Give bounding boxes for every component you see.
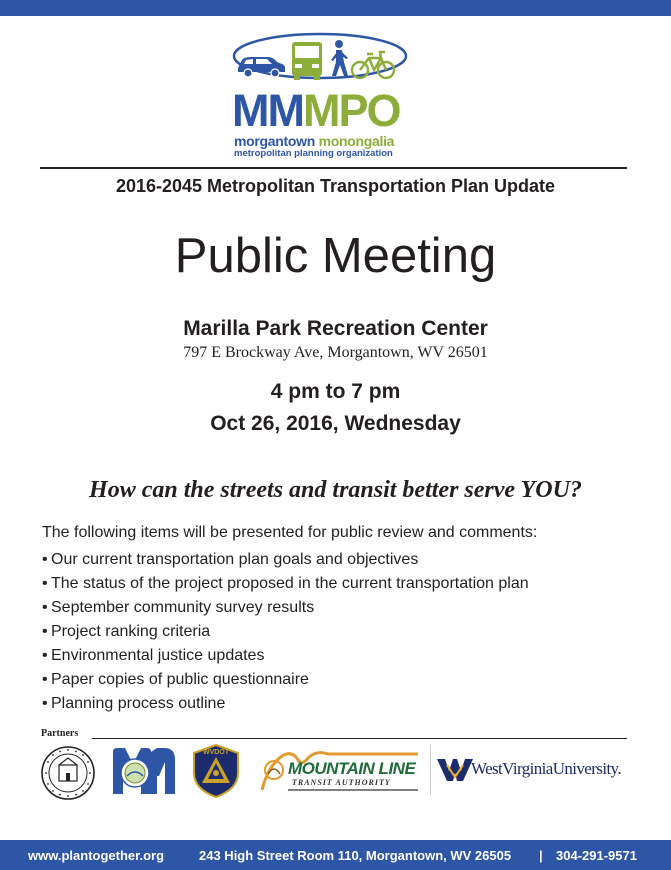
footer-website-link[interactable]: www.plantogether.org [28,848,165,863]
meeting-time: 4 pm to 7 pm [270,380,401,403]
transport-modes-icon [228,28,418,88]
wvu-flying-wv-icon [435,755,475,785]
meeting-date: Oct 26, 2016, Wednesday [210,412,461,435]
wvu-logo [430,745,628,795]
mmmpo-logo [228,28,418,160]
logo-tagline-primary: morgantown monongalia [234,133,395,149]
car-icon [238,57,285,77]
pedestrian-icon [331,40,348,76]
wvu-name: WestVirginiaUniversity. [471,759,622,778]
bus-icon [292,42,322,80]
header-divider [40,167,627,169]
morgantown-city-logo-icon [111,746,177,796]
logo-tagline-secondary: metropolitan planning organization [234,148,393,159]
list-item: • Paper copies of public questionnaire [42,671,309,688]
monongalia-county-seal-icon [40,745,96,801]
logo-wordmark: MMMPO [232,85,400,136]
list-item: • Environmental justice updates [42,647,265,664]
venue-address: 797 E Brockway Ave, Morgantown, WV 26501 [183,344,488,361]
wvdot-seal-icon [190,743,242,799]
partners-divider [92,738,627,739]
meeting-title: Public Meeting [174,229,497,283]
top-color-bar [0,0,671,16]
list-item: • September community survey results [42,599,315,616]
list-item: • Our current transportation plan goals and objectives [42,551,419,568]
mountain-line-name: MOUNTAIN LINE [288,759,416,778]
plan-title: 2016-2045 Metropolitan Transportation Plan Update [115,176,556,196]
agenda-list [42,548,529,716]
list-item: • The status of the project proposed in the current transportation plan [42,575,529,592]
list-item: • Planning process outline [42,695,226,712]
list-item: • Project ranking criteria [42,623,211,640]
svg-text:WVDOT: WVDOT [202,749,230,756]
venue-name: Marilla Park Recreation Center [183,317,488,340]
items-intro: The following items will be presented for public review and comments: [42,524,538,541]
footer-phone: 304-291-9571 [556,848,637,863]
partners-label: Partners [41,728,79,739]
mountain-line-logo [258,746,426,796]
footer-separator: | [539,848,543,863]
mountain-line-subtitle: TRANSIT AUTHORITY [292,778,391,787]
footer-address: 243 High Street Room 110, Morgantown, WV 26505 [199,848,512,863]
footer-bar [0,840,671,870]
headline-question: How can the streets and transit better serve YOU? [89,477,582,503]
